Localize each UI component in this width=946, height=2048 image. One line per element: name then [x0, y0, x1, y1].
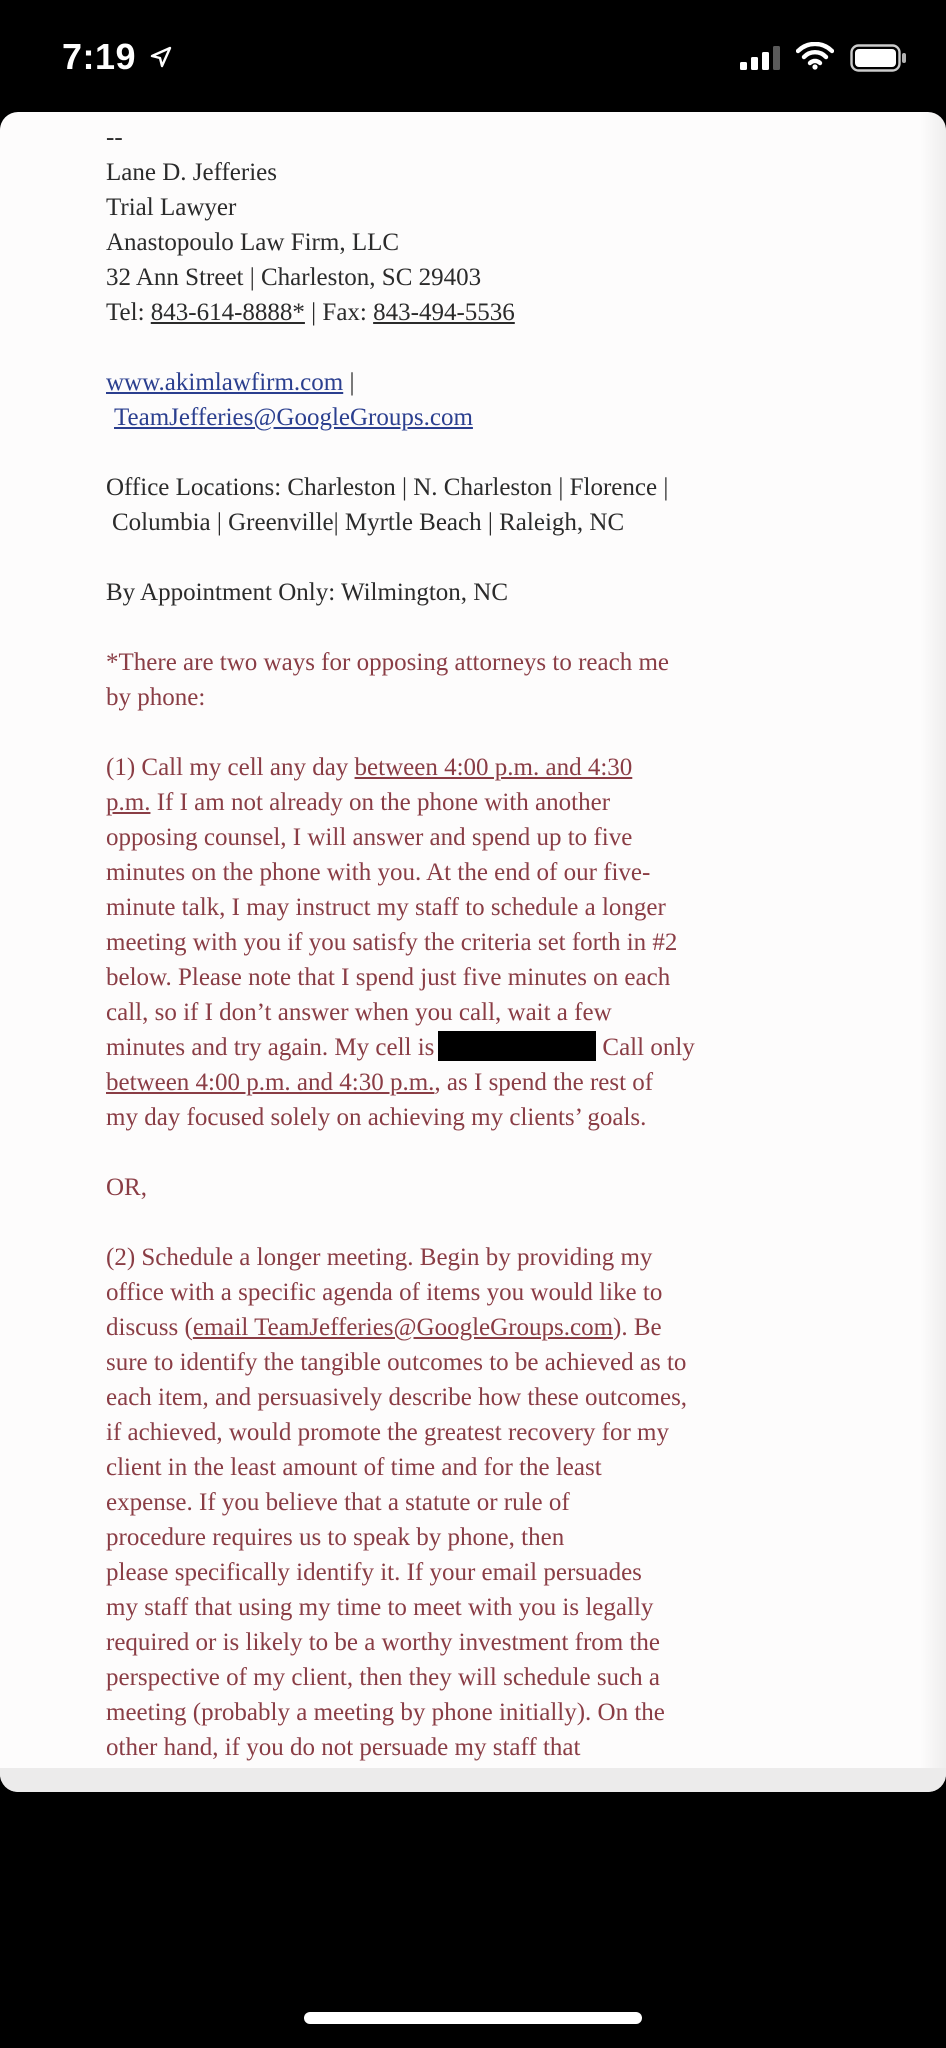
p1-line-9-text: minutes and try again. My cell is	[106, 1034, 435, 1061]
p2-line-3-end: ). Be	[613, 1314, 662, 1341]
website-line	[106, 365, 354, 400]
p2-line-7: client in the least amount of time and for the least	[106, 1454, 602, 1481]
notice-intro-2: by phone:	[106, 684, 206, 711]
office-locations-line-2: Columbia | Greenville| Myrtle Beach | Raleigh, NC	[112, 509, 625, 536]
p2-line-13: perspective of my client, then they will schedule such a	[106, 1664, 660, 1691]
p1-line-8: call, so if I don’t answer when you call, wait a few	[106, 999, 612, 1026]
p1-line-11: my day focused solely on achieving my clients’ goals.	[106, 1104, 647, 1131]
p1-line-5: minute talk, I may instruct my staff to schedule a longer	[106, 894, 666, 921]
p2-line-8: expense. If you believe that a statute or rule of	[106, 1489, 570, 1516]
p2-email-link[interactable]: email TeamJefferies@GoogleGroups.com	[192, 1314, 614, 1341]
signature-dashes: --	[106, 124, 123, 151]
p2-line-5: each item, and persuasively describe how these outcomes,	[106, 1384, 688, 1411]
location-arrow-icon	[150, 46, 172, 68]
p1-line-2-text: If I am not already on the phone with another	[150, 789, 611, 816]
p1-line-1-text: (1) Call my cell any day	[106, 754, 355, 781]
website-separator: |	[343, 369, 355, 396]
p1-line-6: meeting with you if you satisfy the criteria set forth in #2	[106, 929, 678, 956]
p1-line-2	[106, 785, 610, 820]
signature-title: Trial Lawyer	[106, 194, 237, 221]
fax-label: | Fax:	[311, 299, 374, 326]
p2-line-15: other hand, if you do not persuade my staff that	[106, 1734, 581, 1761]
p1-line-9	[106, 1030, 695, 1065]
p1-line-4: minutes on the phone with you. At the end of our five-	[106, 859, 651, 886]
signature-firm: Anastopoulo Law Firm, LLC	[106, 229, 400, 256]
battery-icon	[850, 44, 908, 72]
status-bar	[0, 0, 946, 112]
home-indicator[interactable]	[304, 2012, 642, 2024]
p2-line-1: (2) Schedule a longer meeting. Begin by providing my	[106, 1244, 653, 1271]
document-bottom-edge	[0, 1768, 946, 1792]
wifi-icon	[796, 42, 834, 70]
document-image	[0, 112, 946, 1792]
signature-name: Lane D. Jefferies	[106, 159, 277, 186]
p1-line-3: opposing counsel, I will answer and spend up to five	[106, 824, 633, 851]
redaction-bar	[438, 1031, 596, 1061]
p1-line-1	[106, 750, 632, 785]
p1-line-10	[106, 1065, 653, 1100]
appointment-only: By Appointment Only: Wilmington, NC	[106, 579, 509, 606]
p2-line-3	[106, 1310, 662, 1345]
email-line	[114, 400, 473, 435]
p1-time-suffix: p.m.	[106, 789, 151, 816]
p2-line-4: sure to identify the tangible outcomes to be achieved as to	[106, 1349, 687, 1376]
cellular-signal-icon	[740, 46, 782, 70]
p2-line-6: if achieved, would promote the greatest recovery for my	[106, 1419, 669, 1446]
p1-line-7: below. Please note that I spend just five minutes on each	[106, 964, 671, 991]
notice-intro-1: *There are two ways for opposing attorneys to reach me	[106, 649, 670, 676]
p2-line-3-text: discuss (	[106, 1314, 193, 1341]
office-locations-line-1: Office Locations: Charleston | N. Charleston | Florence |	[106, 474, 669, 501]
website-link[interactable]: www.akimlawfirm.com	[106, 369, 344, 396]
p2-line-12: required or is likely to be a worthy investment from the	[106, 1629, 661, 1656]
p1-time-range-2: between 4:00 p.m. and 4:30 p.m.	[106, 1069, 435, 1096]
tel-number[interactable]: 843-614-8888*	[150, 299, 305, 326]
page-edge-shadow	[920, 112, 946, 1772]
p2-line-10: please specifically identify it. If your email persuades	[106, 1559, 642, 1586]
p2-line-14: meeting (probably a meeting by phone initially). On the	[106, 1699, 665, 1726]
signature-phone-line	[106, 295, 515, 330]
p2-line-2: office with a specific agenda of items you would like to	[106, 1279, 663, 1306]
p2-line-9: procedure requires us to speak by phone, then	[106, 1524, 565, 1551]
email-link[interactable]: TeamJefferies@GoogleGroups.com	[114, 404, 473, 431]
or-separator: OR,	[106, 1174, 147, 1201]
p1-time-range: between 4:00 p.m. and 4:30	[354, 754, 633, 781]
signature-address: 32 Ann Street | Charleston, SC 29403	[106, 264, 482, 291]
status-time: 7:19	[62, 36, 137, 77]
p1-line-10-text: , as I spend the rest of	[434, 1069, 654, 1096]
fax-number[interactable]: 843-494-5536	[373, 299, 515, 326]
p2-line-11: my staff that using my time to meet with you is legally	[106, 1594, 654, 1621]
tel-label: Tel:	[106, 299, 151, 326]
p1-call-only: Call only	[602, 1034, 695, 1061]
